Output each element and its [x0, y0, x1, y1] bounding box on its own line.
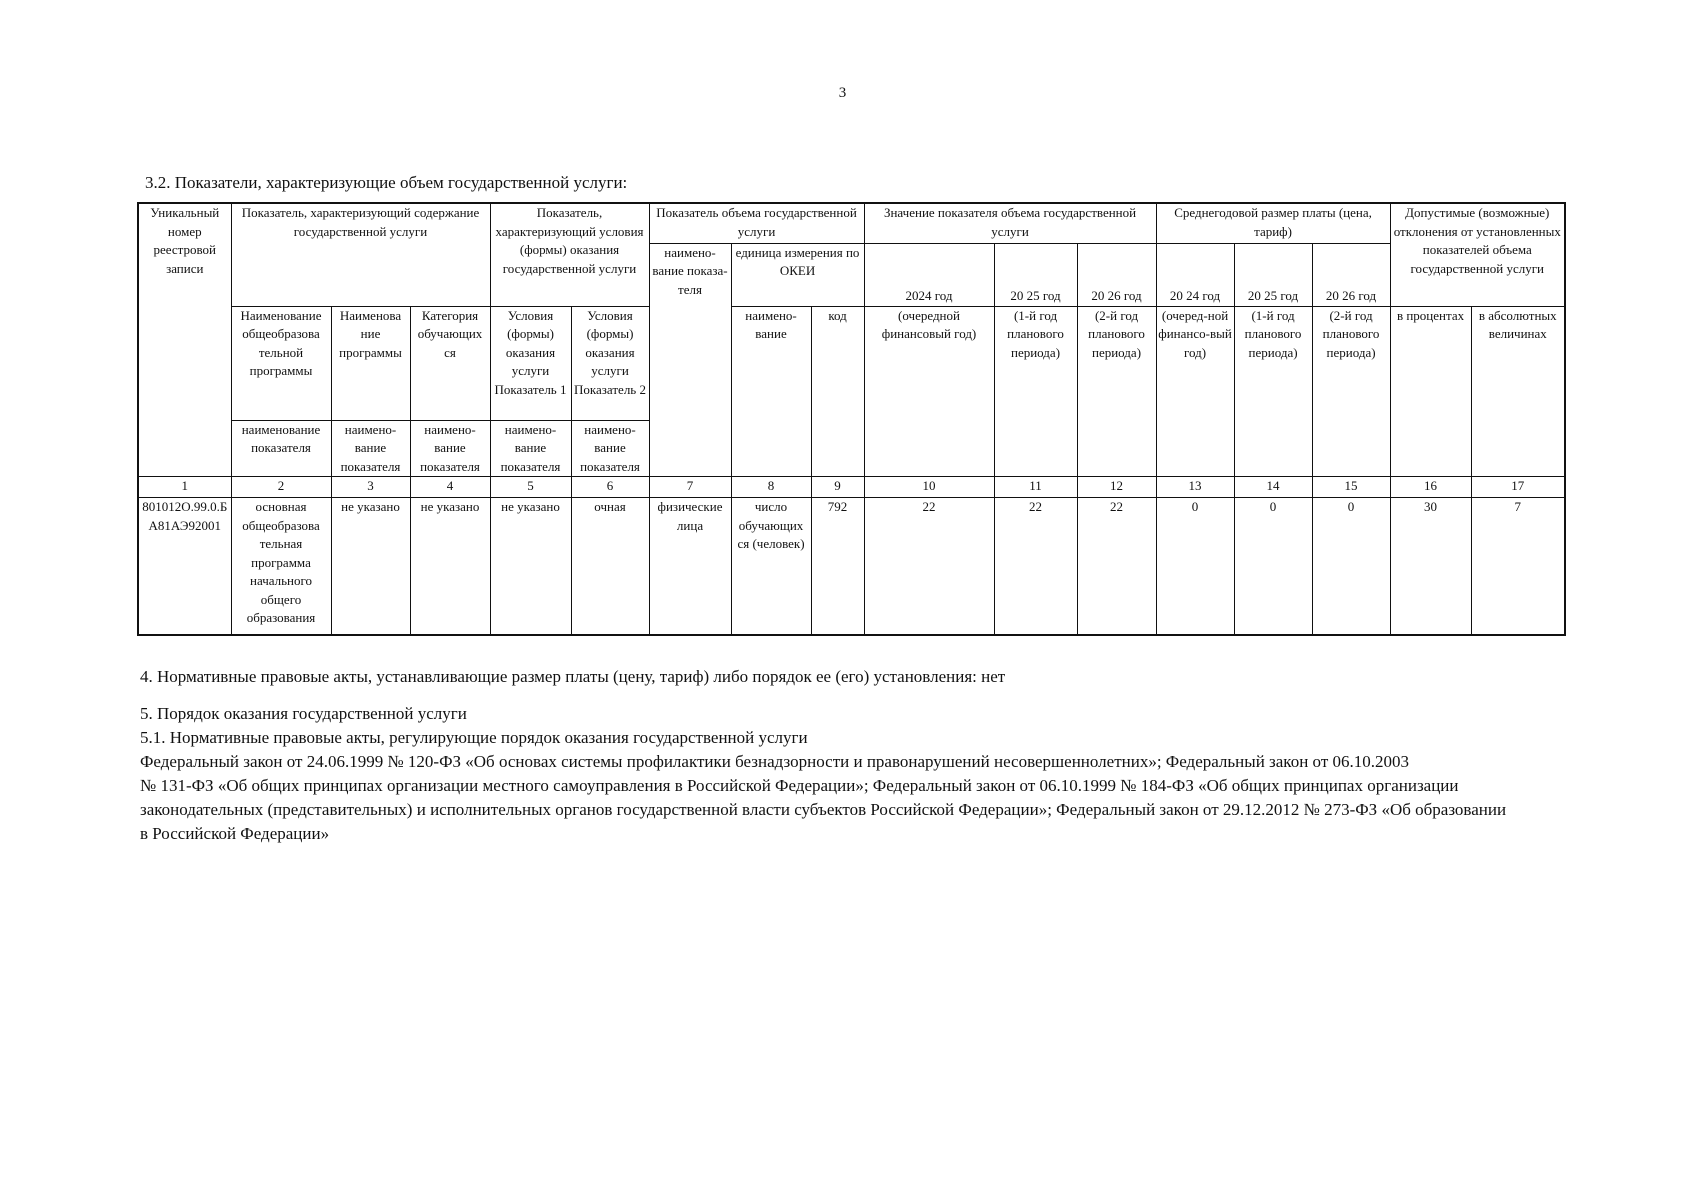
header-unit-code: код — [811, 306, 864, 477]
header-allowed-deviation: Допустимые (возможные) отклонения от установленных показателей объема государственной услуги — [1390, 203, 1565, 306]
section-5-heading: 5. Порядок оказания государственной услуги — [140, 704, 467, 723]
program-name-cell: не указано — [331, 498, 410, 635]
value-2024-cell: 22 — [864, 498, 994, 635]
header-indicator-name-6: наимено-вание показателя — [571, 420, 649, 477]
header-fee-2025-note: (1-й год планового периода) — [1234, 306, 1312, 477]
header-year-2025: 20 25 год — [994, 243, 1077, 306]
header-program-type: Наименование общеобразова тельной программы — [231, 306, 331, 420]
program-type-cell: основная общеобразова тельная программа начального общего образования — [231, 498, 331, 635]
column-number: 6 — [571, 477, 649, 498]
column-number: 5 — [490, 477, 571, 498]
header-unit-name: наимено-вание — [731, 306, 811, 477]
condition-1-cell: не указано — [490, 498, 571, 635]
column-number: 7 — [649, 477, 731, 498]
header-annual-fee: Среднегодовой размер платы (цена, тариф) — [1156, 203, 1390, 243]
fee-2026-cell: 0 — [1312, 498, 1390, 635]
column-number: 2 — [231, 477, 331, 498]
header-year-2024-note: (очередной финансовый год) — [864, 306, 994, 477]
section-title: 3.2. Показатели, характеризующие объем государственной услуги: — [145, 173, 628, 192]
header-volume-indicator: Показатель объема государственной услуги — [649, 203, 864, 243]
header-year-2026-note: (2-й год планового периода) — [1077, 306, 1156, 477]
header-student-category: Категория обучающих ся — [410, 306, 490, 420]
header-fee-year-2025: 20 25 год — [1234, 243, 1312, 306]
fee-2025-cell: 0 — [1234, 498, 1312, 635]
section-4-text: 4. Нормативные правовые акты, устанавливающие размер платы (цену, тариф) либо порядок ее (его) установления: нет — [140, 667, 1006, 686]
header-year-2025-note: (1-й год планового периода) — [994, 306, 1077, 477]
column-number: 14 — [1234, 477, 1312, 498]
header-deviation-absolute: в абсолютных величинах — [1471, 306, 1565, 477]
header-year-2024: 2024 год — [864, 243, 994, 306]
header-indicator-name-5: наимено-вание показателя — [490, 420, 571, 477]
header-condition-1: Условия (формы) оказания услуги Показатель 1 — [490, 306, 571, 420]
unit-code-cell: 792 — [811, 498, 864, 635]
column-number: 11 — [994, 477, 1077, 498]
header-program-name: Наименова ние программы — [331, 306, 410, 420]
header-deviation-percent: в процентах — [1390, 306, 1471, 477]
legal-acts-line: № 131-ФЗ «Об общих принципах организации местного самоуправления в Российской Федерации»; Федеральный закон от 06.10.1999 № 184-ФЗ «Об общих принципах организации — [140, 776, 1459, 795]
header-indicator-name-4: наимено-вание показателя — [410, 420, 490, 477]
legal-acts-line: в Российской Федерации» — [140, 824, 330, 843]
value-2026-cell: 22 — [1077, 498, 1156, 635]
header-indicator-name: наимено-вание показа-теля — [649, 243, 731, 477]
column-number: 3 — [331, 477, 410, 498]
header-year-2026: 20 26 год — [1077, 243, 1156, 306]
column-number: 9 — [811, 477, 864, 498]
deviation-percent-cell: 30 — [1390, 498, 1471, 635]
column-number: 16 — [1390, 477, 1471, 498]
column-number: 12 — [1077, 477, 1156, 498]
header-okei-unit: единица измерения по ОКЕИ — [731, 243, 864, 306]
header-indicator-name-3: наимено-вание показателя — [331, 420, 410, 477]
header-conditions-indicator: Показатель, характеризующий условия (формы) оказания государственной услуги — [490, 203, 649, 306]
legal-acts-line: Федеральный закон от 24.06.1999 № 120-ФЗ «Об основах системы профилактики безнадзорности и правонарушений несовершеннолетних»; Федеральный закон от 06.10.2003 — [140, 752, 1409, 771]
column-number: 15 — [1312, 477, 1390, 498]
legal-acts-paragraph — [140, 750, 1580, 846]
header-fee-year-2026: 20 26 год — [1312, 243, 1390, 306]
header-condition-2: Условия (формы) оказания услуги Показатель 2 — [571, 306, 649, 420]
registry-number-cell: 801012О.99.0.БА81АЭ92001 — [138, 498, 231, 635]
header-indicator-name-2: наименование показателя — [231, 420, 331, 477]
header-fee-2024-note: (очеред-ной финансо-вый год) — [1156, 306, 1234, 477]
column-number: 17 — [1471, 477, 1565, 498]
legal-acts-line: законодательных (представительных) и исполнительных органов государственной власти субъектов Российской Федерации»; Федеральный закон от 29.12.2012 № 273-ФЗ «Об образовании — [140, 800, 1507, 819]
header-fee-year-2024: 20 24 год — [1156, 243, 1234, 306]
deviation-absolute-cell: 7 — [1471, 498, 1565, 635]
value-2025-cell: 22 — [994, 498, 1077, 635]
column-number: 8 — [731, 477, 811, 498]
column-number: 4 — [410, 477, 490, 498]
column-number: 1 — [138, 477, 231, 498]
page-number: 3 — [838, 85, 847, 101]
unit-name-cell: число обучающих ся (человек) — [731, 498, 811, 635]
fee-2024-cell: 0 — [1156, 498, 1234, 635]
header-content-indicator: Показатель, характеризующий содержание государственной услуги — [231, 203, 490, 306]
column-number: 10 — [864, 477, 994, 498]
header-volume-value: Значение показателя объема государственной услуги — [864, 203, 1156, 243]
section-5-1-heading: 5.1. Нормативные правовые акты, регулирующие порядок оказания государственной услуги — [140, 728, 808, 747]
indicator-name-cell: физические лица — [649, 498, 731, 635]
volume-indicators-table — [137, 202, 1566, 636]
header-fee-2026-note: (2-й год планового периода) — [1312, 306, 1390, 477]
condition-2-cell: очная — [571, 498, 649, 635]
table-row — [138, 498, 1565, 635]
header-unique-number: Уникальный номер реестровой записи — [138, 203, 231, 477]
student-category-cell: не указано — [410, 498, 490, 635]
column-number: 13 — [1156, 477, 1234, 498]
